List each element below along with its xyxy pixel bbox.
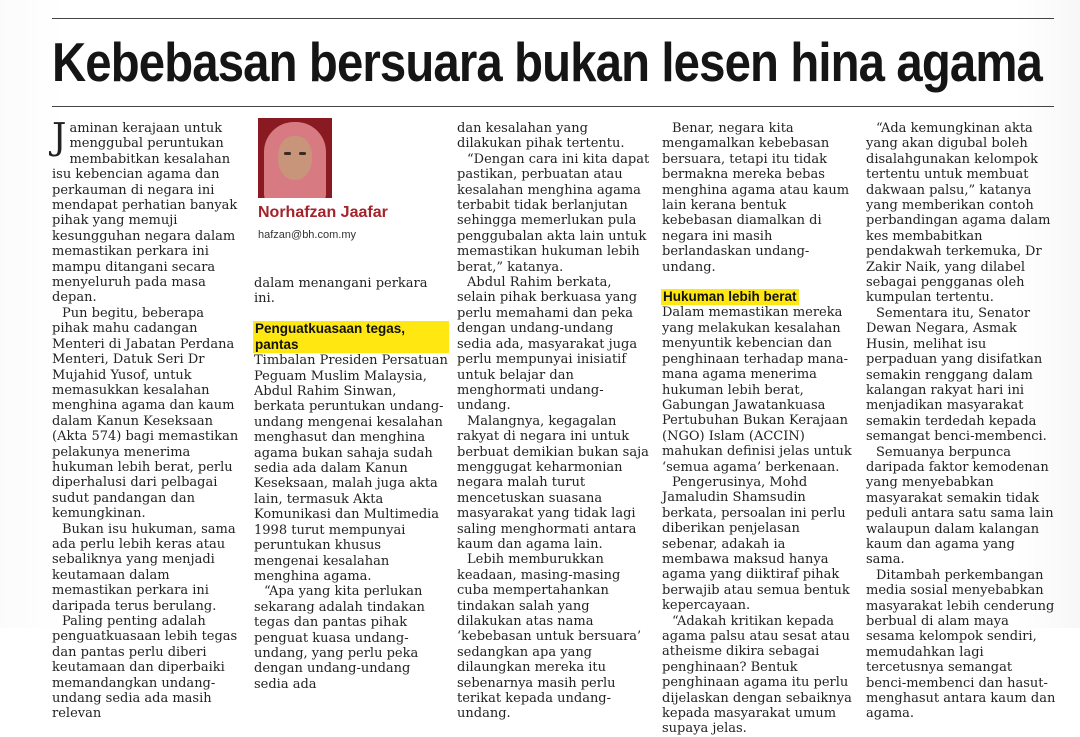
column-5 bbox=[866, 121, 1056, 722]
paragraph: “Ada kemungkinan akta yang akan digubal boleh disalahgunakan kelompok tertentu untuk membuat dakwaan palsu,” katanya yang memberikan contoh perbandingan agama dalam kes membabitkan pendakwah terkemuka, Dr Zakir Naik, yang dilabel sebagai pengganas oleh kumpulan tertentu. bbox=[866, 121, 1051, 306]
paragraph: Semuanya berpunca daripada faktor kemodenan yang menyebabkan masyarakat semakin tidak peduli antara satu sama lain walaupun dalam kalangan kaum dan agama yang sama. bbox=[866, 444, 1054, 568]
paragraph: Benar, negara kita mengamalkan kebebasan bersuara, tetapi itu tidak bermakna mereka bebas menghina agama atau kaum lain kerana bentuk kebebasan diamalkan di negara ini masih berlandaskan undang-undang. bbox=[662, 121, 850, 275]
paragraph: Paling penting adalah penguatkuasaan lebih tegas dan pantas perlu diberi keutamaan dan diperbaiki memandangkan undang-undang sedia ada masih relevan bbox=[52, 614, 238, 722]
subheading: Hukuman lebih berat bbox=[663, 289, 797, 305]
paragraph: “Apa yang kita perlukan sekarang adalah tindakan tegas dan pantas pihak penguat kuasa undang-undang, yang perlu peka dengan undang-undang sedia ada bbox=[254, 584, 425, 692]
paragraph: Malangnya, kegagalan rakyat di negara ini untuk berbuat demikian bukan saja menggugat keharmonian negara malah turut mencetuskan suasana masyarakat yang tidak lagi saling menghormati antara kaum dan agama lain. bbox=[457, 413, 649, 552]
paragraph bbox=[52, 117, 244, 306]
face bbox=[278, 136, 312, 180]
paragraph: dalam menangani perkara ini. bbox=[254, 276, 428, 307]
headline-rule bbox=[52, 106, 1054, 107]
drop-cap: J bbox=[52, 117, 67, 158]
column-1 bbox=[52, 117, 244, 722]
author-name: Norhafzan Jaafar bbox=[258, 204, 388, 221]
author-email[interactable]: hafzan@bh.com.my bbox=[258, 229, 356, 241]
paragraph: Abdul Rahim berkata, selain pihak berkuasa yang perlu memahami dan peka dengan undang-undang sedia ada, masyarakat juga perlu mempunyai inisiatif untuk belajar dan menghormati undang-undang. bbox=[457, 275, 638, 414]
column-4 bbox=[662, 121, 856, 737]
headline: Kebebasan bersuara bukan lesen hina agama bbox=[52, 31, 1042, 93]
paragraph: dan kesalahan yang dilakukan pihak tertentu. bbox=[457, 121, 625, 152]
paragraph: Timbalan Presiden Persatuan Peguam Muslim Malaysia, Abdul Rahim Sinwan, berkata peruntukan undang-undang mengenai kesalahan menghasut dan menghina agama bukan sahaja sudah sedia ada dalam Kanun Keseksaan, malah juga akta lain, termasuk Akta Komunikasi dan Multimedia 1998 turut mempunyai peruntukan khusus mengenai kesalahan menghina agama. bbox=[254, 353, 448, 584]
paragraph: Pun begitu, beberapa pihak mahu cadangan Menteri di Jabatan Perdana Menteri, Datuk Seri Dr Mujahid Yusof, untuk memasukkan kesalahan menghina agama dan kaum dalam Kanun Keseksaan (Akta 574) bagi memastikan pelakunya menerima hukuman lebih berat, perlu diperhalusi dari pelbagai sudut pandangan dan kemungkinan. bbox=[52, 305, 239, 522]
paragraph: Sementara itu, Senator Dewan Negara, Asmak Husin, melihat isu perpaduan yang disifatkan semakin renggang dalam kalangan rakyat hari ini menjadikan masyarakat semakin terdedah kepada semangat benci-membenci. bbox=[866, 305, 1047, 445]
paragraph: Bukan isu hukuman, sama ada perlu lebih keras atau sebaliknya yang menjadi keutamaan dalam memastikan perkara ini daripada terus berulang. bbox=[52, 521, 236, 614]
paragraph: Ditambah perkembangan media sosial menyebabkan masyarakat lebih cenderung berbual di alam maya sesama kelompok sendiri, memudahkan lagi tercetusnya semangat benci-membenci dan hasut-menghasut antara kaum dan agama. bbox=[866, 567, 1056, 722]
column-2 bbox=[254, 276, 449, 692]
paragraph: “Adakah kritikan kepada agama palsu atau sesat atau atheisme dikira sebagai penghinaan? Bentuk penghinaan agama itu perlu dijelaskan dengan sebaiknya kepada masyarakat umum supaya jelas. bbox=[662, 613, 852, 737]
top-rule bbox=[52, 18, 1054, 19]
author-photo bbox=[258, 118, 332, 198]
paragraph: Lebih memburukkan keadaan, masing-masing cuba mempertahankan tindakan salah yang dilakukan atas nama ‘kebebasan untuk bersuara’ sedangkan apa yang dilaungkan mereka itu sebenarnya masih perlu terikat kepada undang-undang. bbox=[457, 552, 642, 722]
eye bbox=[284, 152, 291, 155]
paragraph: “Dengan cara ini kita dapat pastikan, perbuatan atau kesalahan menghina agama terbabit tidak berlanjutan sehingga memerlukan pula penggubalan akta lain untuk memastikan hukuman lebih berat,” katanya. bbox=[457, 151, 650, 275]
paragraph-text: aminan kerajaan untuk menggubal peruntukan membabitkan kesalahan isu kebencian agama dan perkauman di negara ini mendapat perhatian banyak pihak yang memuji kesungguhan negara dalam memastikan perkara ini mampu ditangani secara menyeluruh pada masa depan. bbox=[52, 121, 238, 306]
column-3 bbox=[457, 121, 652, 722]
paragraph: Pengerusinya, Mohd Jamaludin Shamsudin berkata, persoalan ini perlu diberikan penjelasan sebenar, adakah ia membawa maksud hanya agama yang diiktiraf pihak berwajib atau semua bentuk kepercayaan. bbox=[662, 474, 850, 614]
eye bbox=[299, 152, 306, 155]
paragraph: Dalam memastikan mereka yang melakukan kesalahan menyuntik kebencian dan penghinaan terhadap mana-mana agama menerima hukuman lebih berat, Gabungan Jawatankuasa Pertubuhan Bukan Kerajaan (NGO) Islam (ACCIN) mahukan definisi jelas untuk ‘semua agama’ berkenaan. bbox=[662, 305, 852, 475]
subheading: Penguatkuasaan tegas, pantas bbox=[253, 321, 449, 353]
